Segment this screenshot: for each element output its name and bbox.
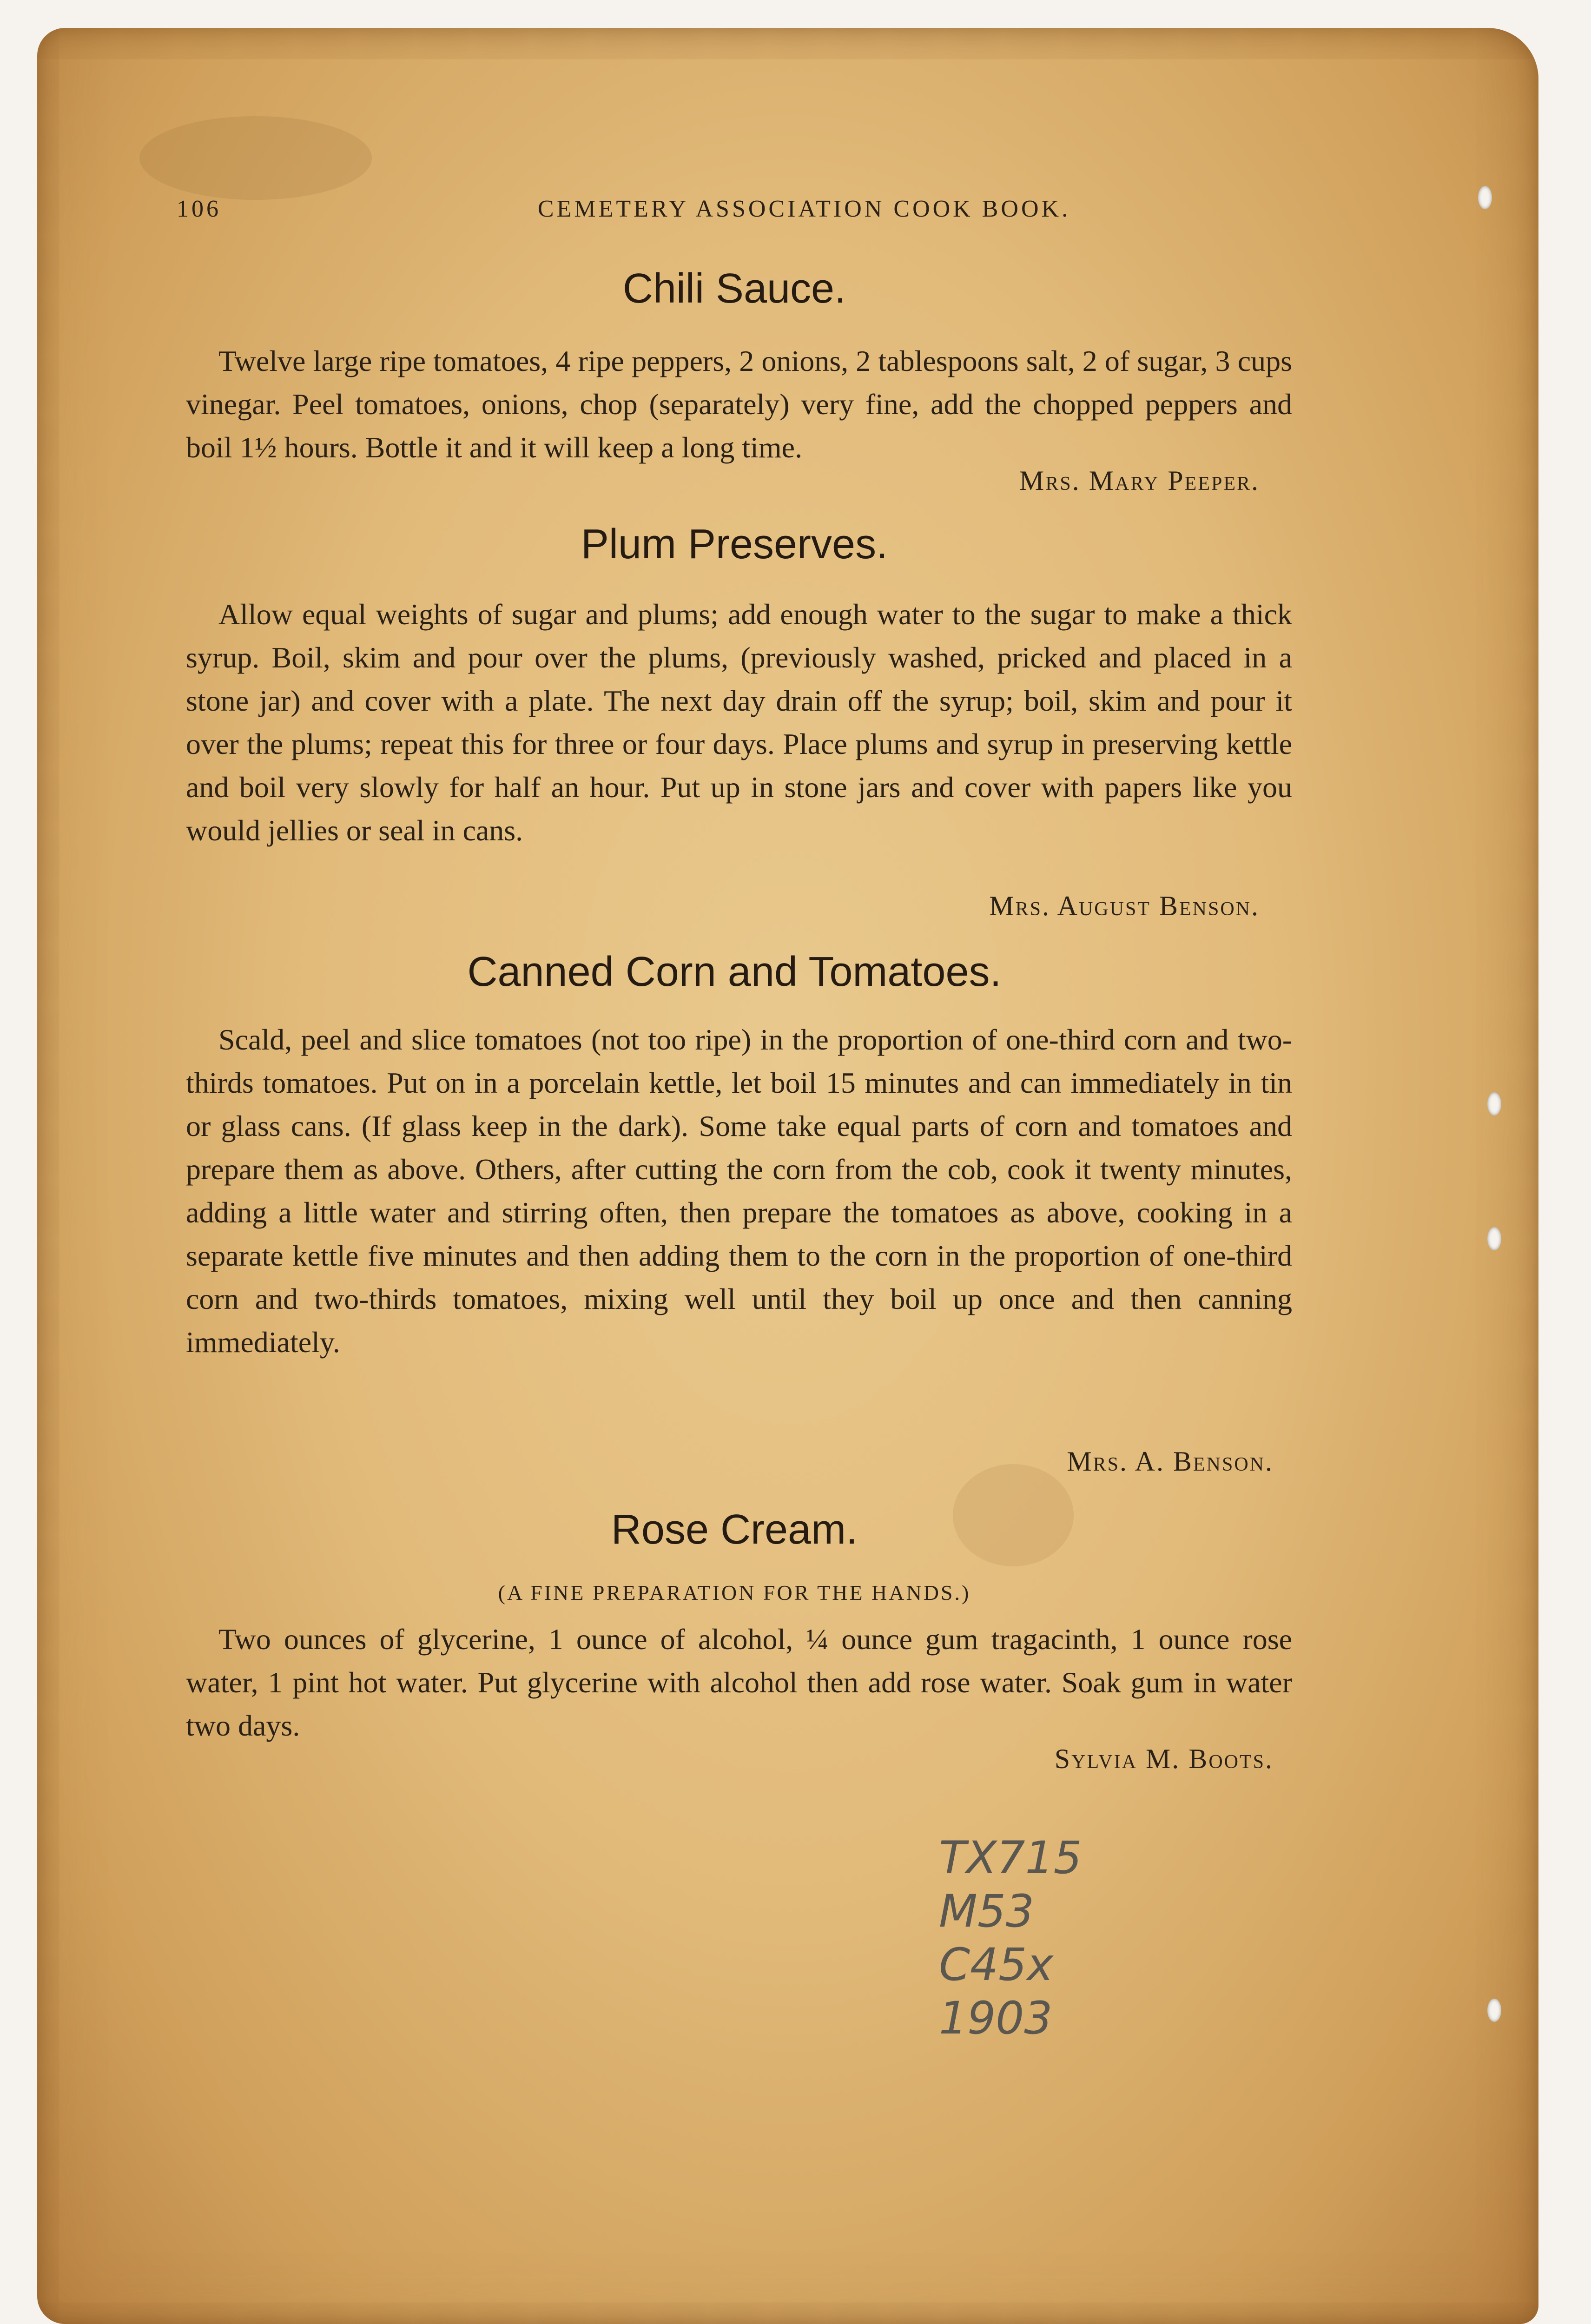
recipe-author: Mrs. August Benson.	[989, 891, 1260, 921]
recipe-title: Canned Corn and Tomatoes.	[467, 949, 1002, 995]
handwritten-call-number	[939, 1831, 1125, 2045]
call-number-line: 1903	[939, 1992, 1053, 2044]
stain	[139, 116, 372, 200]
running-head	[177, 195, 1339, 232]
recipe-title: Plum Preserves.	[581, 521, 888, 568]
recipe-body: Twelve large ripe tomatoes, 4 ripe peppers, 2 onions, 2 tablespoons salt, 2 of sugar, 3 cups vinegar. Peel tomatoes, onions, chop (separately) very fine, add the chopped peppers and boil 1½ hours. Bottle it and it will keep a long time.	[186, 344, 1292, 464]
recipe-author: Sylvia M. Boots.	[1054, 1743, 1274, 1774]
binding-hole	[1487, 1092, 1501, 1116]
recipe-body: Scald, peel and slice tomatoes (not too ripe) in the proportion of one-third corn and two-thirds tomatoes. Put on in a porcelain kettle, let boil 15 minutes and can immediately in tin or glass cans. (If glass keep in the dark). Some take equal parts of corn and tomatoes and prepare them as above. Others, after cutting the corn from the cob, cook it twenty minutes, adding a little water and stirring often, then prepare the tomatoes as above, cooking in a separate kettle five minutes and then adding them to the corn in the proportion of one-third corn and two-thirds tomatoes, mixing well until they boil up once and then canning immediately.	[186, 1023, 1292, 1359]
page-number: 106	[177, 196, 221, 222]
binding-hole	[1487, 1999, 1501, 2022]
recipe-title: Rose Cream.	[611, 1506, 858, 1553]
binding-hole	[1478, 186, 1492, 209]
call-number-line: TX715	[939, 1832, 1082, 1884]
call-number-line: M53	[939, 1885, 1034, 1937]
recipe-body: Two ounces of glycerine, 1 ounce of alcohol, ¼ ounce gum tragacinth, 1 ounce rose water, 1 pint hot water. Put glycerine with alcohol then add rose water. Soak gum in water two days.	[186, 1623, 1292, 1742]
binding-hole	[1487, 1227, 1501, 1250]
recipe-body: Allow equal weights of sugar and plums; add enough water to the sugar to make a thick syrup. Boil, skim and pour over the plums, (previously washed, pricked and placed in a stone jar) and cover with a plate. The next day drain off the syrup; boil, skim and pour it over the plums; repeat this for three or four days. Place plums and syrup in preserving kettle and boil very slowly for half an hour. Put up in stone jars and cover with papers like you would jellies or seal in cans.	[186, 598, 1292, 847]
book-title: CEMETERY ASSOCIATION COOK BOOK.	[537, 196, 1071, 222]
recipe-author: Mrs. A. Benson.	[1067, 1446, 1274, 1477]
recipe-title: Chili Sauce.	[622, 265, 846, 312]
recipe-subtitle: (A FINE PREPARATION FOR THE HANDS.)	[498, 1581, 971, 1604]
recipe-author: Mrs. Mary Peeper.	[1019, 465, 1260, 496]
call-number-line: C45x	[939, 1939, 1053, 1991]
